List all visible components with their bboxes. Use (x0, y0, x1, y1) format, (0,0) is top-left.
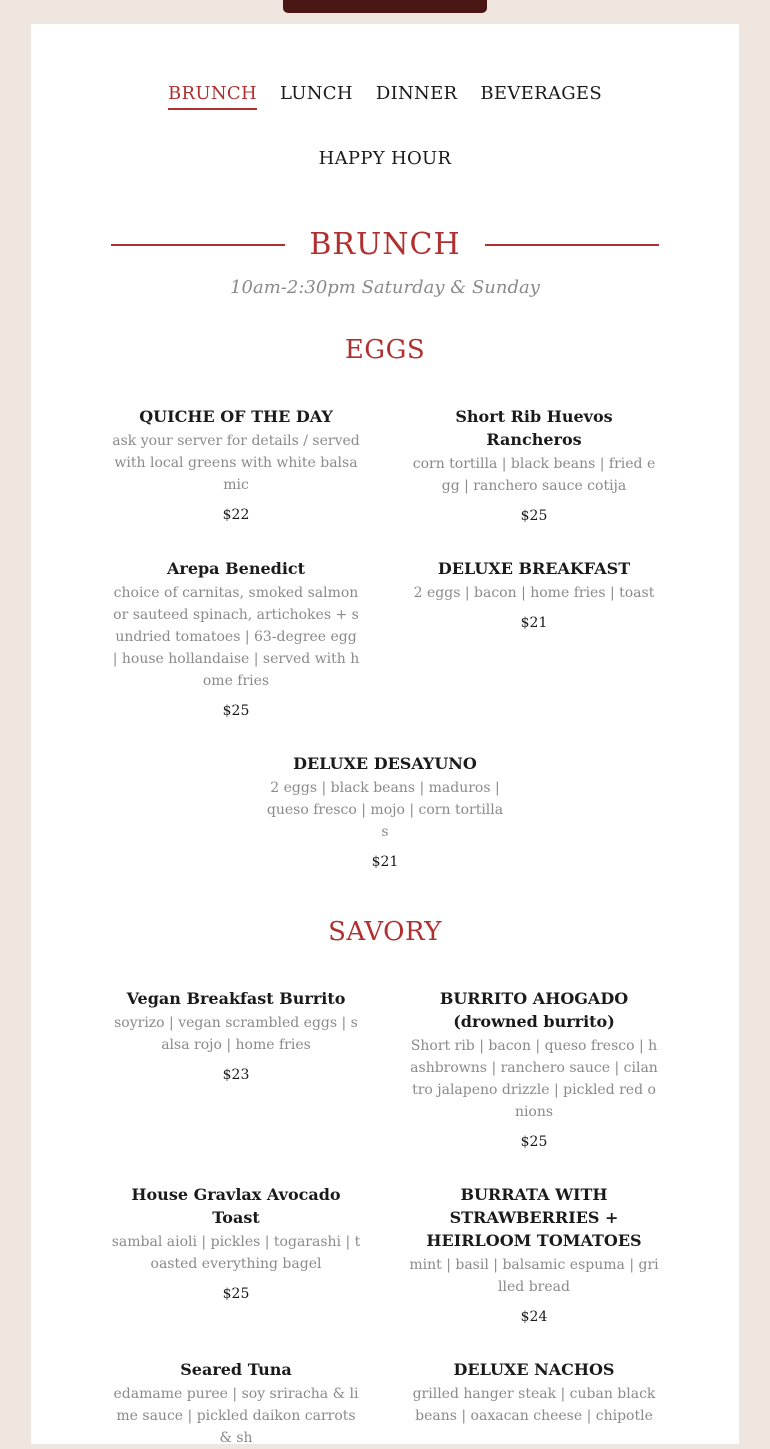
menu-item (111, 1358, 361, 1449)
item-price: $25 (520, 1134, 548, 1150)
item-name: BURRATA WITH STRAWBERRIES + HEIRLOOM TOMATOES (426, 1185, 642, 1250)
item-price: $25 (520, 508, 548, 524)
category-title-eggs: EGGS (344, 335, 426, 365)
item-description: ask your server for details / served with local greens with white balsamic (112, 433, 360, 493)
item-price: $23 (222, 1067, 250, 1083)
menu-item (409, 987, 659, 1153)
item-description: 2 eggs | black beans | maduros | queso fresco | mojo | corn tortillas (266, 780, 504, 840)
menu-item (111, 405, 361, 527)
item-name: Arepa Benedict (166, 559, 306, 578)
item-name: Seared Tuna (180, 1360, 292, 1379)
menu-item (111, 557, 361, 722)
item-name: QUICHE OF THE DAY (139, 407, 333, 426)
item-name: BURRITO AHOGADO (drowned burrito) (439, 989, 629, 1031)
menu-tabs (165, 81, 605, 173)
item-name: DELUXE NACHOS (453, 1360, 615, 1379)
item-description: sambal aioli | pickles | togarashi | toasted everything bagel (111, 1234, 361, 1272)
item-name: DELUXE BREAKFAST (437, 559, 631, 578)
item-price: $21 (371, 854, 399, 870)
section-hours: 10am-2:30pm Saturday & Sunday (230, 277, 540, 298)
item-description: mint | basil | balsamic espuma | grilled bread (409, 1257, 659, 1295)
item-price: $24 (520, 1309, 548, 1325)
divider-left (111, 244, 285, 246)
menu-item (111, 1183, 361, 1328)
item-description: choice of carnitas, smoked salmon or sauteed spinach, artichokes + sundried tomatoes | 63-degree egg | house hollandaise | served with home fries (112, 585, 360, 689)
menu-card (31, 24, 739, 1444)
eggs-grid (31, 405, 739, 873)
tab-lunch[interactable]: LUNCH (279, 83, 353, 104)
item-price: $22 (222, 507, 250, 523)
item-description: 2 eggs | bacon | home fries | toast (413, 585, 655, 601)
divider-right (485, 244, 659, 246)
item-name: Short Rib Huevos Rancheros (455, 407, 613, 449)
section-header (111, 227, 659, 263)
savory-grid (31, 987, 739, 1449)
menu-item (409, 405, 659, 527)
section-title: BRUNCH (309, 227, 461, 262)
tab-happy-hour[interactable]: HAPPY HOUR (318, 148, 452, 169)
menu-item (265, 752, 505, 873)
category-title-savory: SAVORY (328, 917, 442, 947)
item-description: Short rib | bacon | queso fresco | hashbrowns | ranchero sauce | cilantro jalapeno drizzle | pickled red onions (410, 1038, 658, 1120)
menu-item (409, 1358, 659, 1449)
menu-item (409, 557, 659, 722)
tab-dinner[interactable]: DINNER (375, 83, 458, 104)
item-price: $25 (222, 703, 250, 719)
item-price: $25 (222, 1286, 250, 1302)
item-description: corn tortilla | black beans | fried egg | ranchero sauce cotija (412, 456, 656, 494)
back-to-top-button[interactable] (283, 0, 487, 13)
item-price: $21 (520, 615, 548, 631)
item-description: grilled hanger steak | cuban black beans | oaxacan cheese | chipotle (412, 1386, 656, 1424)
item-description: soyrizo | vegan scrambled eggs | salsa rojo | home fries (114, 1015, 358, 1053)
item-description: edamame puree | soy sriracha & lime sauce | pickled daikon carrots & sh (113, 1386, 359, 1446)
tab-beverages[interactable]: BEVERAGES (480, 83, 602, 104)
tab-brunch[interactable]: BRUNCH (168, 81, 257, 110)
item-name: DELUXE DESAYUNO (293, 754, 477, 773)
item-name: House Gravlax Avocado Toast (131, 1185, 341, 1227)
menu-item (409, 1183, 659, 1328)
menu-item (111, 987, 361, 1153)
item-name: Vegan Breakfast Burrito (126, 989, 346, 1008)
